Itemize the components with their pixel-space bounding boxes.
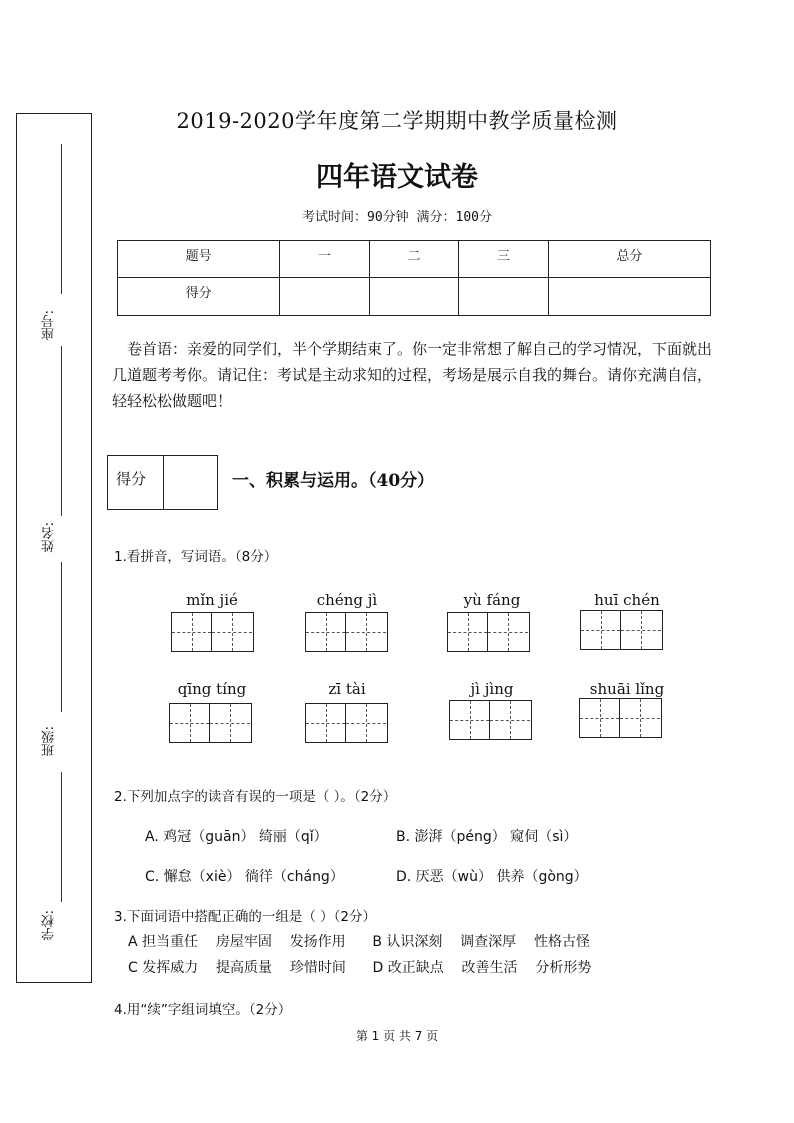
school-label: 学校: xyxy=(42,910,57,941)
class-line xyxy=(61,772,62,902)
pinyin-label: qīng tíng xyxy=(177,680,247,698)
score-header-cell: 题号 xyxy=(118,241,280,278)
exam-info: 考试时间：90分钟 满分：100分 xyxy=(302,210,492,225)
pinyin-label: huī chén xyxy=(594,591,660,609)
name-label: 姓名: xyxy=(42,522,57,553)
section-score-label: 得分 xyxy=(116,470,147,488)
score-input-cell[interactable] xyxy=(369,278,459,316)
pinyin-label: zī tài xyxy=(328,680,366,698)
q3-options-row1: A 担当重任 房屋牢固 发扬作用 B 认识深刻 调查深厚 性格古怪 xyxy=(128,934,590,950)
pinyin-label: mǐn jié xyxy=(186,591,238,609)
score-input-cell[interactable] xyxy=(548,278,710,316)
q2-option-a: A. 鸡冠（guān） 绮丽（qǐ） xyxy=(145,829,328,845)
page-footer: 第 1 页 共 7 页 xyxy=(355,1029,439,1043)
binding-strip xyxy=(16,113,92,983)
tianzige-box[interactable] xyxy=(305,612,388,652)
section-score-box xyxy=(107,455,218,510)
tianzige-box[interactable] xyxy=(580,610,663,650)
tianzige-box[interactable] xyxy=(169,703,252,743)
tianzige-box[interactable] xyxy=(449,700,532,740)
score-table xyxy=(117,240,711,316)
q2-option-c: C. 懈怠（xiè） 徜徉（cháng） xyxy=(145,869,344,885)
tianzige-box[interactable] xyxy=(579,698,662,738)
q2-option-b: B. 澎湃（péng） 窥伺（sì） xyxy=(396,829,578,845)
question-3: 3.下面词语中搭配正确的一组是（ ）（2分） xyxy=(114,909,377,925)
score-header-cell: 三 xyxy=(459,241,549,278)
question-2: 2.下列加点字的读音有误的一项是（ ）。（2分） xyxy=(114,789,397,805)
name-line-top xyxy=(61,346,62,516)
question-1: 1.看拼音，写词语。（8分） xyxy=(114,549,278,565)
q3-options-row2: C 发挥威力 提高质量 珍惜时间 D 改正缺点 改善生活 分析形势 xyxy=(128,960,592,976)
pinyin-label: jì jìng xyxy=(470,680,514,698)
pinyin-label: shuāi lǐng xyxy=(589,680,665,698)
q2-option-d: D. 厌恶（wù） 供养（gòng） xyxy=(396,869,588,885)
score-input-cell[interactable] xyxy=(280,278,370,316)
preface-text: 卷首语：亲爱的同学们，半个学期结束了。你一定非常想了解自己的学习情况，下面就出几道题考考你。请记住：考试是主动求知的过程，考场是展示自我的舞台。请你充满自信，轻轻松松做题吧！ xyxy=(112,340,713,410)
score-header-cell: 一 xyxy=(280,241,370,278)
pinyin-label: yù fáng xyxy=(463,591,521,609)
tianzige-box[interactable] xyxy=(305,703,388,743)
score-header-cell: 二 xyxy=(369,241,459,278)
tianzige-box[interactable] xyxy=(171,612,254,652)
paper-subtitle: 四年语文试卷 xyxy=(316,162,478,193)
score-row-label: 得分 xyxy=(118,278,280,316)
class-label: 班级: xyxy=(42,726,57,757)
seat-label: 座号: xyxy=(42,310,57,341)
question-4: 4.用“续”字组词填空。（2分） xyxy=(114,1002,292,1018)
score-input-cell[interactable] xyxy=(459,278,549,316)
pinyin-label: chéng jì xyxy=(316,591,378,609)
name-line xyxy=(61,562,62,712)
score-header-cell: 总分 xyxy=(548,241,710,278)
section-heading: 一、积累与运用。（40分） xyxy=(232,471,435,491)
exam-title: 2019-2020学年度第二学期期中教学质量检测 xyxy=(176,109,618,133)
score-box-divider xyxy=(163,456,164,509)
tianzige-box[interactable] xyxy=(447,612,530,652)
